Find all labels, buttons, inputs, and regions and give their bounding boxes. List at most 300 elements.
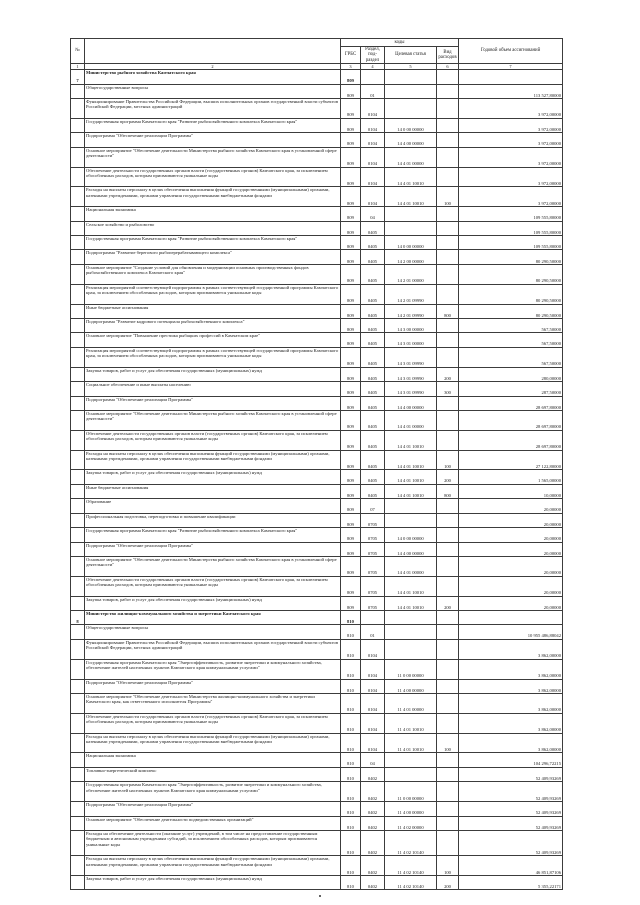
table-row [71,396,563,410]
row-name: Основное мероприятие "Обеспечение деятельности Министерства рыбного хозяйства Камчатского края в установленной сфере деятельности" [85,147,341,167]
row-section: 0104 [361,133,385,147]
row-section: 0405 [361,347,385,367]
table-row [71,99,563,119]
row-annual-sum: 10,00000 [459,484,563,498]
row-grbs: 809 [341,470,361,484]
row-annual-sum: 10 955 486,88042 [459,625,563,639]
row-section: 0705 [361,596,385,610]
row-expense-type [437,713,459,733]
row-annual-sum: 80 290,50000 [459,284,563,304]
row-target-article: 11 0 00 00000 [385,659,437,679]
row-target-article [385,70,437,84]
row-number [71,264,85,284]
row-grbs: 809 [341,333,361,347]
row-name: Национальная экономика [85,753,341,767]
row-annual-sum: 3 862,00000 [459,713,563,733]
row-expense-type [437,679,459,693]
row-name: Национальная экономика [85,207,341,221]
row-number [71,318,85,332]
row-number [71,250,85,264]
row-name: Государственная программа Камчатского края "Развитие рыбохозяйственного комплекса Камчатского края" [85,528,341,542]
row-name: Иные бюджетные ассигнования [85,484,341,498]
row-annual-sum: 3 862,00000 [459,639,563,659]
row-number [71,236,85,250]
row-annual-sum: 80 290,50000 [459,304,563,318]
row-grbs: 809 [341,133,361,147]
row-annual-sum [459,611,563,625]
row-expense-type [437,830,459,855]
row-expense-type: 100 [437,187,459,207]
row-number [71,528,85,542]
row-number [71,713,85,733]
row-grbs: 809 [341,347,361,367]
row-annual-sum: 3 862,00000 [459,659,563,679]
row-number [71,639,85,659]
row-target-article [385,84,437,98]
row-section: 0405 [361,284,385,304]
row-number [71,499,85,513]
row-annual-sum: 567,50000 [459,333,563,347]
row-number [71,542,85,556]
row-expense-type [437,347,459,367]
row-name: Подпрограмма "Обеспечение реализации Программы" [85,542,341,556]
row-target-article: 14 0 00 00000 [385,118,437,132]
row-name: Реализация мероприятий соответствующей подпрограммы в рамках соответствующей государственной программы Камчатского края, за исключением обособленных расходов, которым присваиваются уникальные коды [85,347,341,367]
row-section: 04 [361,207,385,221]
row-grbs: 809 [341,528,361,542]
row-target-article: 14 4 01 00000 [385,410,437,430]
table-row [71,611,563,625]
row-expense-type [437,556,459,576]
row-section: 0402 [361,802,385,816]
row-target-article: 14 3 01 09990 [385,367,437,381]
table-row [71,484,563,498]
row-target-article: 11 4 02 00000 [385,816,437,830]
header-grbs: ГРБС [341,47,361,64]
row-expense-type [437,99,459,119]
row-annual-sum: 3 862,00000 [459,693,563,713]
table-row [71,133,563,147]
table-row [71,782,563,802]
row-number [71,221,85,235]
table-row [71,264,563,284]
row-expense-type [437,625,459,639]
row-section [361,70,385,84]
table-row [71,499,563,513]
row-expense-type: 200 [437,470,459,484]
table-row [71,167,563,187]
table-row [71,802,563,816]
row-section: 0405 [361,236,385,250]
row-expense-type [437,611,459,625]
row-annual-sum: 20,00000 [459,556,563,576]
row-grbs: 809 [341,118,361,132]
row-section: 0405 [361,333,385,347]
row-target-article: 14 4 00 00000 [385,133,437,147]
row-number [71,733,85,753]
row-name: Закупка товаров, работ и услуг для обеспечения государственных (муниципальных) нужд [85,470,341,484]
row-name: Расходы на выплаты персоналу в целях обеспечения выполнения функций государственными (муниципальными) органами, казенными учреждениями, органами управления государственными внебюджетными фондами [85,733,341,753]
row-grbs: 809 [341,284,361,304]
table-row [71,816,563,830]
row-number [71,876,85,890]
row-name: Министерство жилищно-коммунального хозяйства и энергетики Камчатского края [85,611,341,625]
row-target-article: 11 4 01 00000 [385,693,437,713]
row-expense-type [437,410,459,430]
row-grbs: 809 [341,250,361,264]
row-expense-type [437,167,459,187]
row-expense-type [437,639,459,659]
row-annual-sum: 3 972,00000 [459,133,563,147]
table-row [71,333,563,347]
row-section: 0405 [361,264,385,284]
row-target-article [385,767,437,781]
row-section: 0402 [361,876,385,890]
row-section: 0705 [361,542,385,556]
row-section: 0405 [361,221,385,235]
row-target-article: 14 4 00 00000 [385,542,437,556]
row-grbs: 810 [341,639,361,659]
row-annual-sum: 52 409,93269 [459,816,563,830]
row-annual-sum: 20,00000 [459,513,563,527]
table-row [71,304,563,318]
row-grbs: 810 [341,611,361,625]
row-grbs: 809 [341,382,361,396]
row-name: Расходы на выплаты персоналу в целях обеспечения выполнения функций государственными (муниципальными) органами, казенными учреждениями, органами управления государственными внебюджетными фондами [85,187,341,207]
row-expense-type [437,528,459,542]
row-name: Общегосударственные вопросы [85,625,341,639]
row-name: Функционирование Правительства Российской Федерации, высших исполнительных органов государственной власти субъектов Российской Федерации, местных администраций [85,639,341,659]
table-row [71,693,563,713]
row-expense-type [437,84,459,98]
row-name: Подпрограмма "Развитие берегового рыбоперерабатывающего комплекса" [85,250,341,264]
row-expense-type [437,236,459,250]
row-number [71,133,85,147]
row-grbs: 809 [341,513,361,527]
row-name: Иные бюджетные ассигнования [85,304,341,318]
row-annual-sum: 280,00000 [459,367,563,381]
row-target-article [385,513,437,527]
row-grbs: 809 [341,304,361,318]
row-target-article [385,753,437,767]
table-row [71,470,563,484]
row-section: 0405 [361,367,385,381]
row-annual-sum: 52 409,93269 [459,767,563,781]
row-annual-sum: 20,00000 [459,499,563,513]
row-name: Подпрограмма "Обеспечение реализации Программы" [85,679,341,693]
row-grbs: 810 [341,830,361,855]
row-number [71,625,85,639]
row-grbs: 809 [341,264,361,284]
row-grbs: 810 [341,802,361,816]
row-annual-sum: 5 355,22171 [459,876,563,890]
row-section: 0705 [361,576,385,596]
row-target-article: 14 2 00 00000 [385,250,437,264]
row-annual-sum: 104 296,72215 [459,753,563,767]
row-section: 0104 [361,659,385,679]
row-grbs: 809 [341,410,361,430]
budget-allocations-table [70,38,563,890]
row-target-article [385,625,437,639]
row-number [71,430,85,450]
row-grbs: 809 [341,318,361,332]
row-expense-type [437,576,459,596]
row-grbs: 809 [341,147,361,167]
row-annual-sum: 52 409,93269 [459,782,563,802]
row-expense-type [437,284,459,304]
row-grbs: 809 [341,367,361,381]
row-number [71,693,85,713]
header-target-article: Целевая статья [385,47,437,64]
row-number [71,187,85,207]
column-number: 4 [361,64,385,70]
table-row [71,382,563,396]
row-expense-type [437,133,459,147]
row-number [71,147,85,167]
row-expense-type: 100 [437,733,459,753]
table-row [71,659,563,679]
row-annual-sum: 20,00000 [459,542,563,556]
row-grbs: 809 [341,396,361,410]
row-name: Профессиональная подготовка, переподготовка и повышение квалификации [85,513,341,527]
row-grbs: 809 [341,556,361,576]
row-name: Обеспечение деятельности государственных органов власти (государственных органов) Камчатского края, за исключением обособленных расходов, которым присваиваются уникальные коды [85,713,341,733]
row-expense-type [437,767,459,781]
row-annual-sum: 20,00000 [459,576,563,596]
row-section: 07 [361,499,385,513]
row-target-article: 14 4 01 10010 [385,470,437,484]
row-section: 0402 [361,856,385,876]
row-section: 0405 [361,382,385,396]
row-section: 0705 [361,513,385,527]
table-row [71,679,563,693]
row-section: 0104 [361,693,385,713]
row-grbs: 809 [341,167,361,187]
row-annual-sum: 3 972,00000 [459,187,563,207]
row-name: Закупка товаров, работ и услуг для обеспечения государственных (муниципальных) нужд [85,367,341,381]
row-name: Социальное обеспечение и иные выплаты населению [85,382,341,396]
header-section: Раздел, под-раздел [361,47,385,64]
row-grbs: 809 [341,187,361,207]
row-annual-sum: 3 972,00000 [459,167,563,187]
row-number [71,596,85,610]
column-number: 1 [71,64,85,70]
header-name [85,39,341,64]
row-grbs: 809 [341,450,361,470]
table-row [71,430,563,450]
row-target-article: 14 3 01 09990 [385,382,437,396]
row-number [71,450,85,470]
row-expense-type [437,802,459,816]
table-row [71,147,563,167]
row-section: 0705 [361,556,385,576]
row-section: 0402 [361,782,385,802]
row-expense-type [437,264,459,284]
row-annual-sum: 113 527,80000 [459,84,563,98]
table-row [71,84,563,98]
table-row [71,347,563,367]
row-grbs: 810 [341,659,361,679]
row-expense-type [437,816,459,830]
row-section: 04 [361,753,385,767]
row-target-article: 14 2 01 00000 [385,264,437,284]
row-number [71,118,85,132]
table-row [71,876,563,890]
row-number [71,513,85,527]
row-grbs: 809 [341,430,361,450]
row-annual-sum: 109 555,80000 [459,207,563,221]
row-annual-sum: 28 697,80000 [459,396,563,410]
row-expense-type [437,318,459,332]
row-section: 0104 [361,639,385,659]
row-expense-type [437,333,459,347]
row-expense-type [437,207,459,221]
row-number [71,802,85,816]
row-annual-sum: 3 862,00000 [459,679,563,693]
row-section: 0104 [361,99,385,119]
table-row [71,367,563,381]
row-number [71,284,85,304]
row-grbs: 810 [341,753,361,767]
row-annual-sum: 3 972,00000 [459,99,563,119]
row-name: Расходы на выплаты персоналу в целях обеспечения выполнения функций государственными (муниципальными) органами, казенными учреждениями, органами управления государственными внебюджетными фондами [85,450,341,470]
row-section: 0402 [361,767,385,781]
row-annual-sum: 3 972,00000 [459,118,563,132]
row-target-article: 14 4 01 10010 [385,484,437,498]
row-expense-type: 300 [437,382,459,396]
row-grbs: 809 [341,70,361,84]
row-annual-sum: 567,50000 [459,318,563,332]
table-row [71,556,563,576]
row-number [71,99,85,119]
row-grbs: 810 [341,679,361,693]
row-section: 0405 [361,304,385,318]
row-name: Обеспечение деятельности государственных органов власти (государственных органов) Камчатского края, за исключением обособленных расходов, которым присваиваются уникальные коды [85,576,341,596]
row-annual-sum: 287,50000 [459,382,563,396]
table-row [71,70,563,84]
row-expense-type [437,499,459,513]
table-row [71,450,563,470]
row-target-article: 14 4 01 10010 [385,596,437,610]
budget-table-scan [70,38,562,890]
row-target-article: 11 4 01 10010 [385,733,437,753]
row-name: Подпрограмма "Обеспечение реализации Программы" [85,802,341,816]
row-expense-type [437,147,459,167]
column-number: 3 [341,64,361,70]
row-name: Образование [85,499,341,513]
row-number: 8 [71,611,85,625]
row-section [361,611,385,625]
table-row [71,513,563,527]
row-target-article: 11 4 00 00000 [385,802,437,816]
row-expense-type [437,118,459,132]
row-number [71,556,85,576]
row-number [71,207,85,221]
row-annual-sum: 1 565,00000 [459,470,563,484]
row-expense-type: 200 [437,367,459,381]
row-expense-type: 800 [437,304,459,318]
row-expense-type: 100 [437,856,459,876]
row-grbs: 810 [341,733,361,753]
row-expense-type: 100 [437,450,459,470]
row-number [71,84,85,98]
row-name: Государственная программа Камчатского края "Развитие рыбохозяйственного комплекса Камчатского края" [85,118,341,132]
table-row [71,318,563,332]
row-grbs: 810 [341,625,361,639]
row-grbs: 809 [341,576,361,596]
row-number [71,782,85,802]
row-target-article: 14 4 01 10010 [385,187,437,207]
row-grbs: 810 [341,767,361,781]
row-target-article [385,639,437,659]
row-number [71,347,85,367]
row-name: Функционирование Правительства Российской Федерации, высших исполнительных органов государственной власти субъектов Российской Федерации, местных администраций [85,99,341,119]
row-annual-sum: 20,00000 [459,528,563,542]
row-number [71,753,85,767]
row-section: 0104 [361,167,385,187]
row-annual-sum: 28 697,80000 [459,430,563,450]
row-expense-type [437,513,459,527]
row-name: Топливно-энергетический комплекс [85,767,341,781]
header-annual-sum: Годовой объем ассигнований [459,39,563,64]
row-expense-type [437,396,459,410]
table-row [71,250,563,264]
table-row [71,576,563,596]
row-name: Реализация мероприятий соответствующей подпрограммы в рамках соответствующей государственной программы Камчатского края, за исключением обособленных расходов, которым присваиваются уникальные коды [85,284,341,304]
row-number [71,816,85,830]
table-row [71,221,563,235]
row-target-article: 14 3 01 00000 [385,333,437,347]
row-grbs: 810 [341,876,361,890]
row-target-article: 11 4 02 10140 [385,830,437,855]
row-name: Основное мероприятие "Обеспечение деятельности Министерства жилищно-коммунального хозяйства и энергетики Камчатского края, как ответственного исполнителя Программы" [85,693,341,713]
row-grbs: 809 [341,221,361,235]
row-target-article: 11 4 00 00000 [385,679,437,693]
row-expense-type: 800 [437,484,459,498]
row-target-article: 11 4 02 10140 [385,856,437,876]
row-name: Обеспечение деятельности государственных органов власти (государственных органов) Камчатского края, за исключением обособленных расходов, которым присваиваются уникальные коды [85,430,341,450]
row-section: 0705 [361,528,385,542]
table-row [71,236,563,250]
row-section: 0405 [361,410,385,430]
row-expense-type [437,430,459,450]
row-expense-type [437,70,459,84]
row-name: Основное мероприятие "Обеспечение деятельности подведомственных организаций" [85,816,341,830]
row-grbs: 810 [341,693,361,713]
row-grbs: 810 [341,856,361,876]
row-target-article: 14 4 01 10010 [385,430,437,450]
row-target-article [385,499,437,513]
row-name: Основное мероприятие "Создание условий для обновления и модернизации основных производственных фондов рыбохозяйственного комплекса Камчатского края" [85,264,341,284]
row-number [71,382,85,396]
row-name: Государственная программа Камчатского края "Развитие рыбохозяйственного комплекса Камчатского края" [85,236,341,250]
row-section: 0405 [361,430,385,450]
row-name: Государственная программа Камчатского края "Энергоэффективность, развитие энергетики и коммунального хозяйства, обеспечение жителей населенных пунктов Камчатского края коммунальными услугами" [85,659,341,679]
row-section: 0405 [361,470,385,484]
row-target-article: 14 4 01 00000 [385,147,437,167]
row-section: 0104 [361,713,385,733]
table-row [71,528,563,542]
row-target-article: 14 4 01 10010 [385,167,437,187]
row-name: Обеспечение деятельности государственных органов власти (государственных органов) Камчатского края, за исключением обособленных расходов, которым присваиваются уникальные коды [85,167,341,187]
row-name: Министерство рыбного хозяйства Камчатского края [85,70,341,84]
row-expense-type: 200 [437,596,459,610]
row-section: 0104 [361,187,385,207]
row-grbs: 809 [341,99,361,119]
row-annual-sum: 46 851,87106 [459,856,563,876]
row-grbs: 809 [341,542,361,556]
row-annual-sum: 52 409,93269 [459,830,563,855]
